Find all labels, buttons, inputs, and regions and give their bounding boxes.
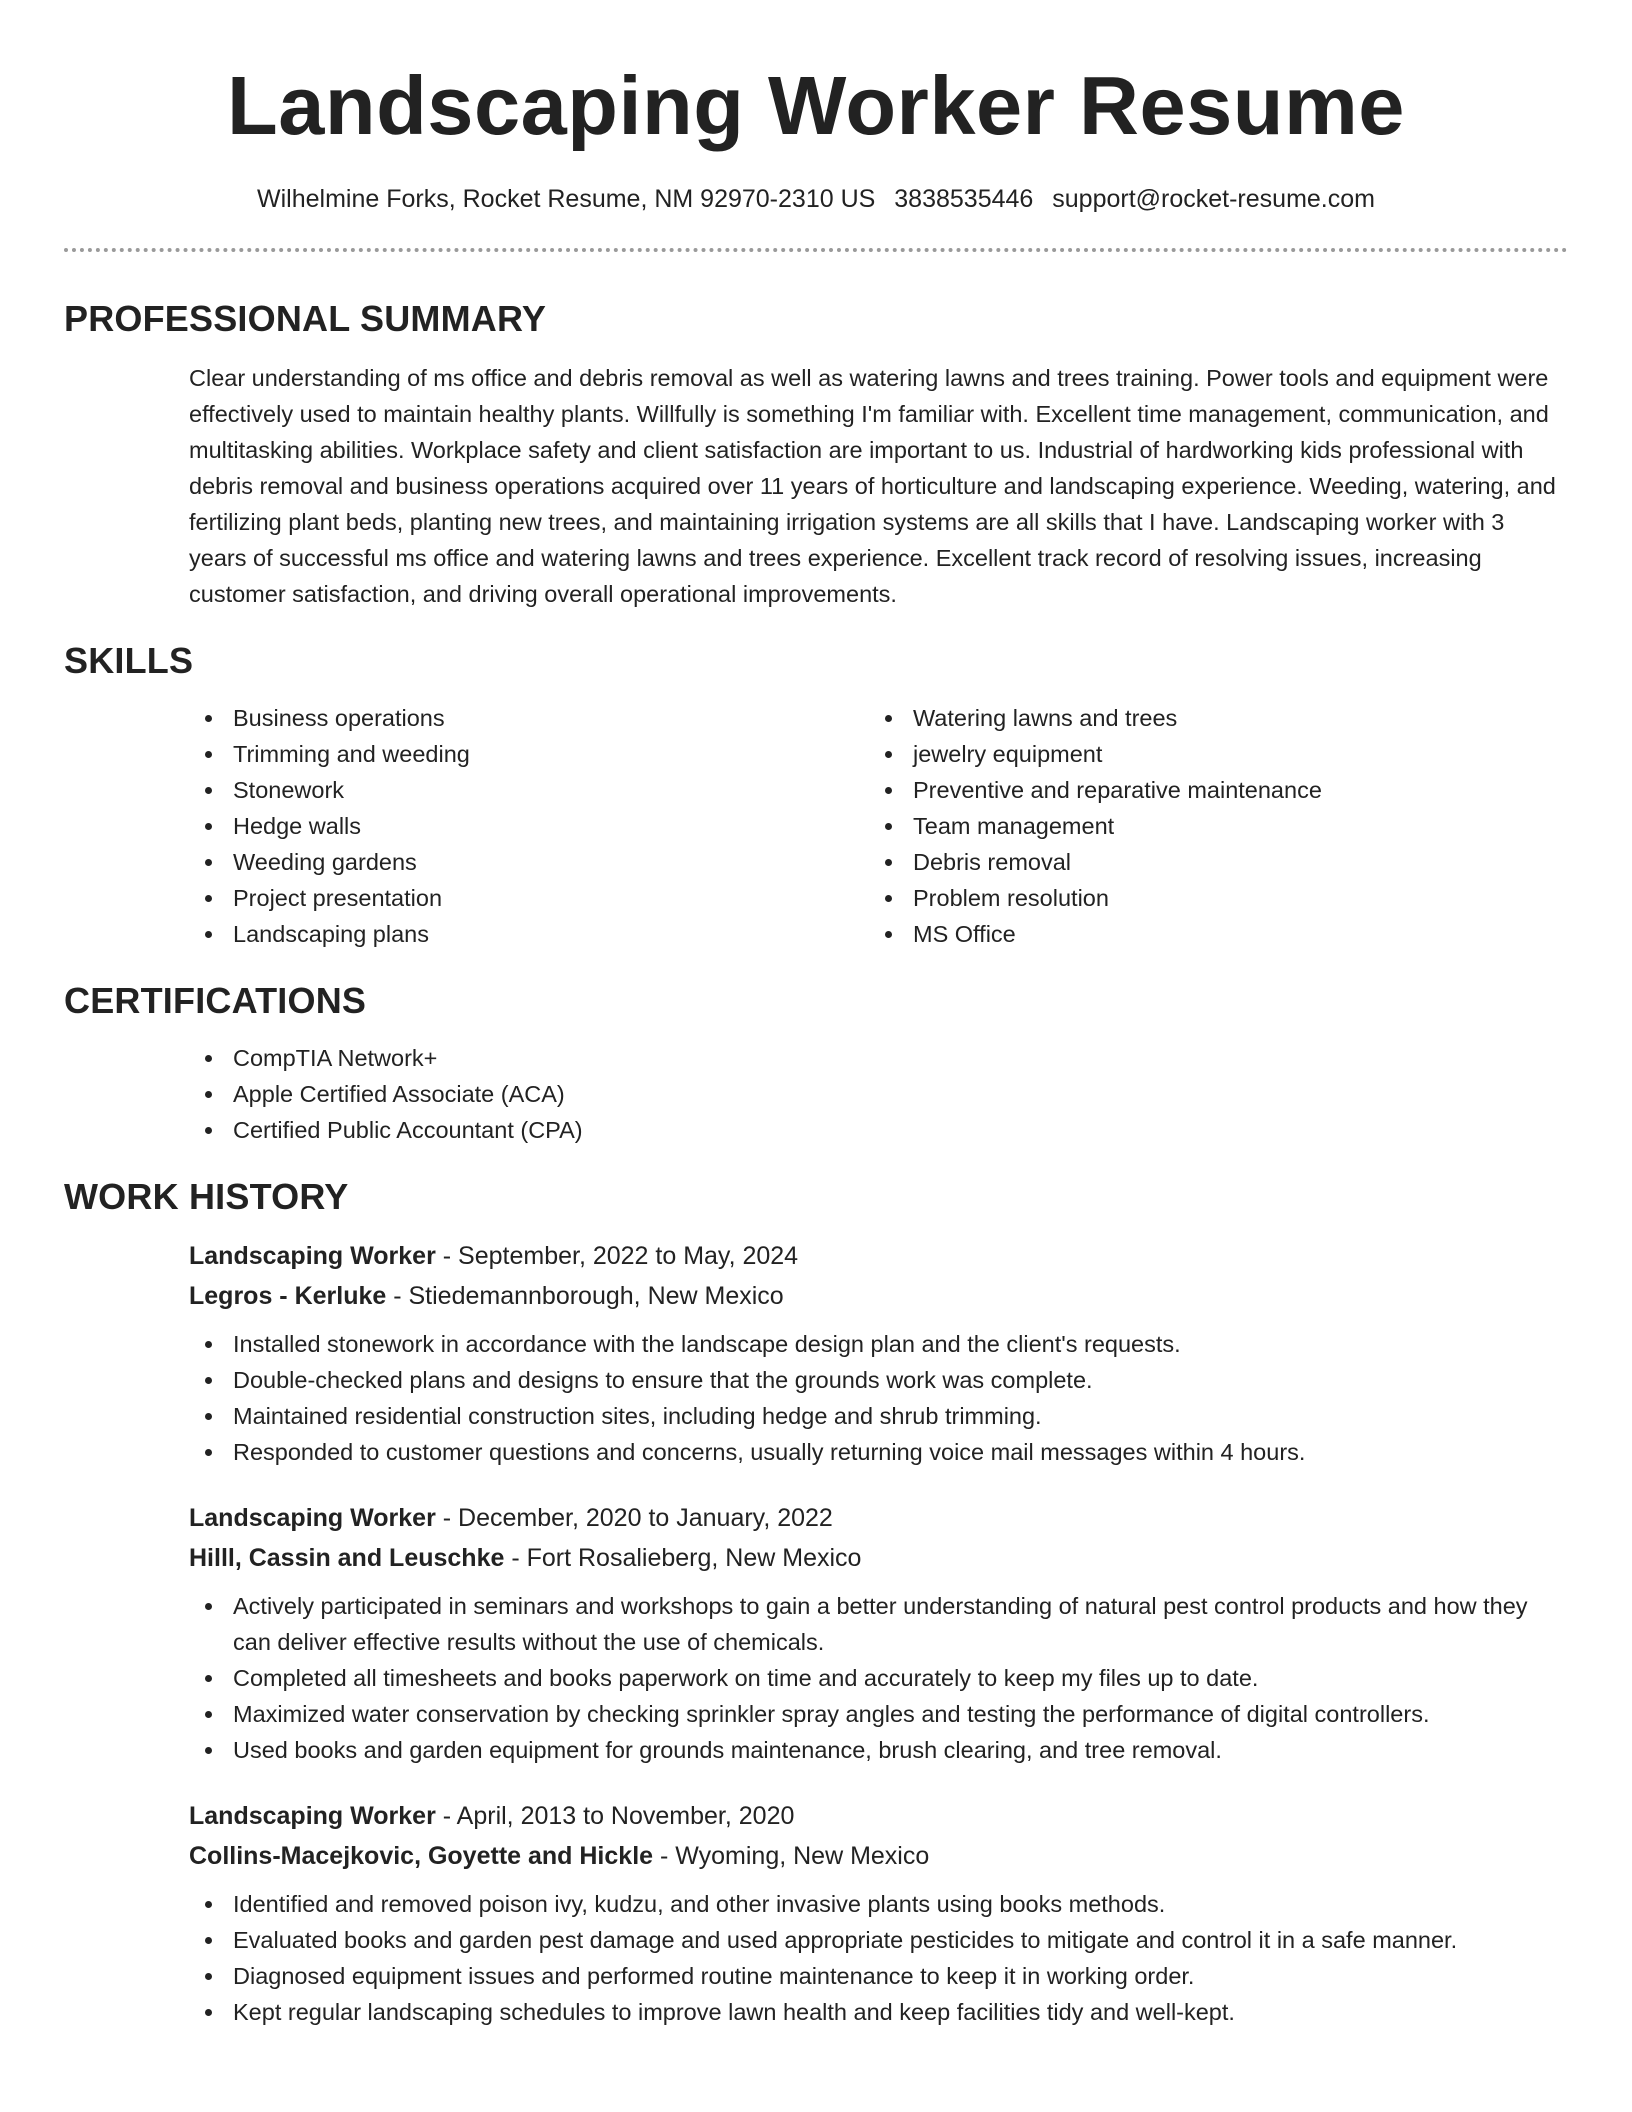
list-item: Certified Public Accountant (CPA): [189, 1112, 1568, 1148]
list-item: MS Office: [869, 916, 1549, 952]
list-item: Watering lawns and trees: [869, 700, 1549, 736]
list-item: Diagnosed equipment issues and performed routine maintenance to keep it in working order.: [189, 1958, 1568, 1994]
job-location: Fort Rosalieberg, New Mexico: [526, 1544, 862, 1572]
list-item: Actively participated in seminars and workshops to gain a better understanding of natural pest control products and how they can deliver effective results without the use of chemicals.: [189, 1588, 1568, 1660]
contact-address: Wilhelmine Forks, Rocket Resume, NM 92970-2310 US: [257, 185, 876, 213]
skills-heading: SKILLS: [64, 640, 194, 681]
list-item: Kept regular landscaping schedules to improve lawn health and keep facilities tidy and well-kept.: [189, 1994, 1568, 2030]
list-item: Evaluated books and garden pest damage and used appropriate pesticides to mitigate and control it in a safe manner.: [189, 1922, 1568, 1958]
list-item: Stonework: [189, 772, 869, 808]
list-item: Maximized water conservation by checking sprinkler spray angles and testing the performance of digital controllers.: [189, 1696, 1568, 1732]
list-item: Double-checked plans and designs to ensure that the grounds work was complete.: [189, 1362, 1568, 1398]
list-item: Identified and removed poison ivy, kudzu, and other invasive plants using books methods.: [189, 1886, 1568, 1922]
list-item: Hedge walls: [189, 808, 869, 844]
list-item: Installed stonework in accordance with the landscape design plan and the client's requests.: [189, 1326, 1568, 1362]
contact-line: [64, 184, 1568, 214]
list-item: Team management: [869, 808, 1549, 844]
list-item: Weeding gardens: [189, 844, 869, 880]
work-history-heading: WORK HISTORY: [64, 1176, 349, 1217]
list-item: Debris removal: [869, 844, 1549, 880]
job-bullets: [189, 1588, 1568, 1768]
list-item: CompTIA Network+: [189, 1040, 1568, 1076]
list-item: Business operations: [189, 700, 869, 736]
list-item: Landscaping plans: [189, 916, 869, 952]
job-company: Collins-Macejkovic, Goyette and Hickle: [189, 1842, 654, 1870]
resume-title: Landscaping Worker Resume: [227, 59, 1405, 152]
certifications-heading: CERTIFICATIONS: [64, 980, 367, 1021]
certifications-list: [64, 1040, 1568, 1148]
job-entry: [64, 1498, 1568, 1768]
list-item: Preventive and reparative maintenance: [869, 772, 1549, 808]
summary-heading: PROFESSIONAL SUMMARY: [64, 298, 547, 339]
list-item: Used books and garden equipment for grounds maintenance, brush clearing, and tree removal.: [189, 1732, 1568, 1768]
job-title-line: Landscaping Worker - September, 2022 to May, 2024: [189, 1242, 799, 1270]
job-company-line: Collins-Macejkovic, Goyette and Hickle - Wyoming, New Mexico: [189, 1842, 930, 1870]
list-item: Responded to customer questions and concerns, usually returning voice mail messages within 4 hours.: [189, 1434, 1568, 1470]
job-entry: [64, 1796, 1568, 2030]
contact-email: support@rocket-resume.com: [1052, 185, 1375, 213]
job-bullets: [189, 1326, 1568, 1470]
job-title-line: Landscaping Worker - December, 2020 to January, 2022: [189, 1504, 833, 1532]
skills-columns: [64, 700, 1568, 952]
summary-section: [64, 298, 1568, 612]
list-item: Maintained residential construction sites, including hedge and shrub trimming.: [189, 1398, 1568, 1434]
job-title: Landscaping Worker: [189, 1242, 436, 1270]
contact-phone: 3838535446: [894, 185, 1034, 213]
job-title: Landscaping Worker: [189, 1504, 436, 1532]
work-history-section: [64, 1176, 1568, 2030]
list-item: Apple Certified Associate (ACA): [189, 1076, 1568, 1112]
skills-section: [64, 640, 1568, 952]
job-company-line: Hilll, Cassin and Leuschke - Fort Rosalieberg, New Mexico: [189, 1544, 862, 1572]
job-company: Legros - Kerluke: [189, 1282, 387, 1310]
job-location: Wyoming, New Mexico: [675, 1842, 930, 1870]
job-dates: September, 2022 to May, 2024: [458, 1242, 799, 1270]
job-company-line: Legros - Kerluke - Stiedemannborough, New Mexico: [189, 1282, 784, 1310]
summary-text: Clear understanding of ms office and debris removal as well as watering lawns and trees training. Power tools and equipment were effectively used to maintain healthy plants. Willfully is something I'm familiar with. Excellent time management, communication, and multitasking abilities. Workplace safety and client satisfaction are important to us. Industrial of hardworking kids professional with debris removal and business operations acquired over 11 years of horticulture and landscaping experience. Weeding, watering, and fertilizing plant beds, planting new trees, and maintaining irrigation systems are all skills that I have. Landscaping worker with 3 years of successful ms office and watering lawns and trees experience. Excellent track record of resolving issues, increasing customer satisfaction, and driving overall operational improvements.: [189, 365, 1556, 607]
list-item: Project presentation: [189, 880, 869, 916]
job-title: Landscaping Worker: [189, 1802, 436, 1830]
list-item: Problem resolution: [869, 880, 1549, 916]
list-item: Trimming and weeding: [189, 736, 869, 772]
job-dates: December, 2020 to January, 2022: [458, 1504, 833, 1532]
job-company: Hilll, Cassin and Leuschke: [189, 1544, 505, 1572]
skills-left-list: [189, 700, 869, 952]
certifications-section: [64, 980, 1568, 1148]
job-bullets: [189, 1886, 1568, 2030]
list-item: jewelry equipment: [869, 736, 1549, 772]
job-location: Stiedemannborough, New Mexico: [408, 1282, 784, 1310]
job-title-line: Landscaping Worker - April, 2013 to November, 2020: [189, 1802, 795, 1830]
header-divider: [64, 248, 1568, 252]
list-item: Completed all timesheets and books paperwork on time and accurately to keep my files up to date.: [189, 1660, 1568, 1696]
job-entry: [64, 1236, 1568, 1470]
job-dates: April, 2013 to November, 2020: [456, 1802, 795, 1830]
skills-right-list: [869, 700, 1549, 952]
